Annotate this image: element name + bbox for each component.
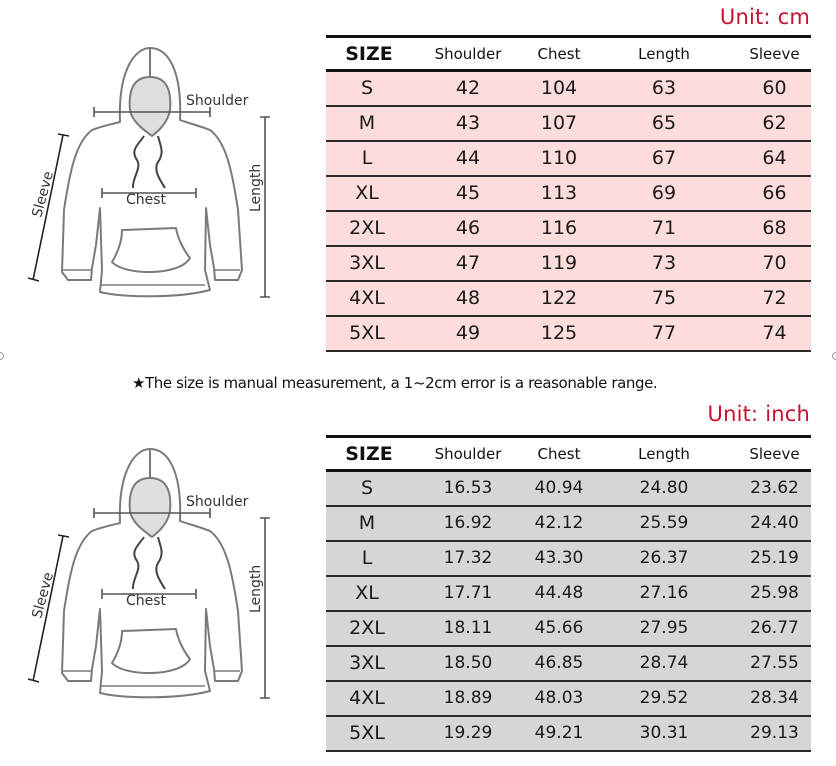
- cell-shoulder: 43: [408, 106, 528, 141]
- cell-length: 27.16: [590, 576, 738, 611]
- unit-label-inch: Unit: inch: [707, 402, 810, 426]
- cell-size: 2XL: [326, 211, 408, 246]
- cell-length: 27.95: [590, 611, 738, 646]
- cell-chest: 116: [528, 211, 590, 246]
- edge-marker-left: [0, 352, 4, 360]
- length-label: Length: [248, 163, 264, 212]
- cell-shoulder: 19.29: [408, 716, 528, 751]
- cell-chest: 107: [528, 106, 590, 141]
- header-length: Length: [590, 37, 738, 71]
- header-sleeve: Sleeve: [738, 437, 811, 471]
- cell-length: 25.59: [590, 506, 738, 541]
- cell-chest: 125: [528, 316, 590, 351]
- cell-chest: 45.66: [528, 611, 590, 646]
- cell-size: XL: [326, 176, 408, 211]
- length-label: Length: [248, 564, 264, 613]
- table-row: [326, 71, 811, 106]
- cell-sleeve: 26.77: [738, 611, 811, 646]
- cell-shoulder: 45: [408, 176, 528, 211]
- table-row: [326, 471, 811, 506]
- size-table-cm: [326, 35, 811, 352]
- cell-chest: 49.21: [528, 716, 590, 751]
- chest-label: Chest: [126, 192, 167, 208]
- size-table-inch: [326, 435, 811, 752]
- cell-length: 24.80: [590, 471, 738, 506]
- table-row: [326, 576, 811, 611]
- cell-chest: 46.85: [528, 646, 590, 681]
- cell-length: 30.31: [590, 716, 738, 751]
- table-row: [326, 716, 811, 751]
- hoodie-measurement-icon: [62, 48, 242, 296]
- cell-chest: 40.94: [528, 471, 590, 506]
- cell-sleeve: 62: [738, 106, 811, 141]
- cell-length: 75: [590, 281, 738, 316]
- cell-shoulder: 18.50: [408, 646, 528, 681]
- cell-shoulder: 42: [408, 71, 528, 106]
- cell-length: 71: [590, 211, 738, 246]
- shoulder-label: Shoulder: [186, 494, 249, 510]
- edge-marker-right: [832, 352, 836, 360]
- cell-sleeve: 66: [738, 176, 811, 211]
- table-row: [326, 281, 811, 316]
- cell-chest: 48.03: [528, 681, 590, 716]
- cell-sleeve: 70: [738, 246, 811, 281]
- cell-shoulder: 46: [408, 211, 528, 246]
- cell-length: 63: [590, 71, 738, 106]
- table-row: [326, 611, 811, 646]
- cell-size: 2XL: [326, 611, 408, 646]
- cell-sleeve: 25.19: [738, 541, 811, 576]
- header-chest: Chest: [528, 437, 590, 471]
- cell-sleeve: 27.55: [738, 646, 811, 681]
- cell-chest: 119: [528, 246, 590, 281]
- cell-shoulder: 47: [408, 246, 528, 281]
- cell-shoulder: 16.53: [408, 471, 528, 506]
- cell-chest: 104: [528, 71, 590, 106]
- table-row: [326, 646, 811, 681]
- header-sleeve: Sleeve: [738, 37, 811, 71]
- hoodie-diagram-cm: [0, 30, 300, 310]
- shoulder-label: Shoulder: [186, 93, 249, 109]
- cell-length: 26.37: [590, 541, 738, 576]
- table-row: [326, 246, 811, 281]
- unit-label-cm: Unit: cm: [719, 5, 810, 29]
- cell-sleeve: 74: [738, 316, 811, 351]
- cell-size: 5XL: [326, 316, 408, 351]
- table-header-row: [326, 37, 811, 71]
- cell-shoulder: 17.71: [408, 576, 528, 611]
- cell-size: S: [326, 471, 408, 506]
- table-row: [326, 681, 811, 716]
- cell-size: 3XL: [326, 246, 408, 281]
- cell-size: L: [326, 541, 408, 576]
- cell-length: 77: [590, 316, 738, 351]
- cell-length: 28.74: [590, 646, 738, 681]
- cell-sleeve: 29.13: [738, 716, 811, 751]
- header-chest: Chest: [528, 37, 590, 71]
- header-size: SIZE: [326, 37, 408, 71]
- cell-size: XL: [326, 576, 408, 611]
- table-header-row: [326, 437, 811, 471]
- cell-shoulder: 16.92: [408, 506, 528, 541]
- cell-chest: 44.48: [528, 576, 590, 611]
- cell-length: 67: [590, 141, 738, 176]
- cell-shoulder: 17.32: [408, 541, 528, 576]
- cell-sleeve: 72: [738, 281, 811, 316]
- cell-shoulder: 18.89: [408, 681, 528, 716]
- cell-size: 4XL: [326, 681, 408, 716]
- cell-length: 29.52: [590, 681, 738, 716]
- header-shoulder: Shoulder: [408, 437, 528, 471]
- chest-label: Chest: [126, 593, 167, 609]
- cell-shoulder: 49: [408, 316, 528, 351]
- cell-size: M: [326, 106, 408, 141]
- cell-sleeve: 24.40: [738, 506, 811, 541]
- cell-sleeve: 64: [738, 141, 811, 176]
- cell-length: 73: [590, 246, 738, 281]
- cell-length: 69: [590, 176, 738, 211]
- cell-sleeve: 68: [738, 211, 811, 246]
- cell-size: 5XL: [326, 716, 408, 751]
- cell-chest: 42.12: [528, 506, 590, 541]
- cell-sleeve: 23.62: [738, 471, 811, 506]
- hoodie-diagram-inch: [0, 431, 300, 711]
- cell-shoulder: 48: [408, 281, 528, 316]
- measurement-note: ★The size is manual measurement, a 1~2cm error is a reasonable range.: [132, 374, 658, 392]
- table-row: [326, 541, 811, 576]
- table-row: [326, 316, 811, 351]
- cell-size: S: [326, 71, 408, 106]
- sleeve-label: Sleeve: [29, 570, 58, 621]
- sleeve-label: Sleeve: [29, 169, 58, 220]
- header-shoulder: Shoulder: [408, 37, 528, 71]
- cell-shoulder: 18.11: [408, 611, 528, 646]
- cell-shoulder: 44: [408, 141, 528, 176]
- cell-length: 65: [590, 106, 738, 141]
- table-row: [326, 141, 811, 176]
- cell-size: L: [326, 141, 408, 176]
- cell-chest: 113: [528, 176, 590, 211]
- cell-size: M: [326, 506, 408, 541]
- cell-chest: 43.30: [528, 541, 590, 576]
- cell-size: 4XL: [326, 281, 408, 316]
- cell-chest: 110: [528, 141, 590, 176]
- cell-size: 3XL: [326, 646, 408, 681]
- hoodie-measurement-icon: [62, 449, 242, 697]
- cell-sleeve: 60: [738, 71, 811, 106]
- table-row: [326, 106, 811, 141]
- header-length: Length: [590, 437, 738, 471]
- table-row: [326, 176, 811, 211]
- cell-sleeve: 25.98: [738, 576, 811, 611]
- cell-chest: 122: [528, 281, 590, 316]
- cell-sleeve: 28.34: [738, 681, 811, 716]
- table-row: [326, 506, 811, 541]
- header-size: SIZE: [326, 437, 408, 471]
- table-row: [326, 211, 811, 246]
